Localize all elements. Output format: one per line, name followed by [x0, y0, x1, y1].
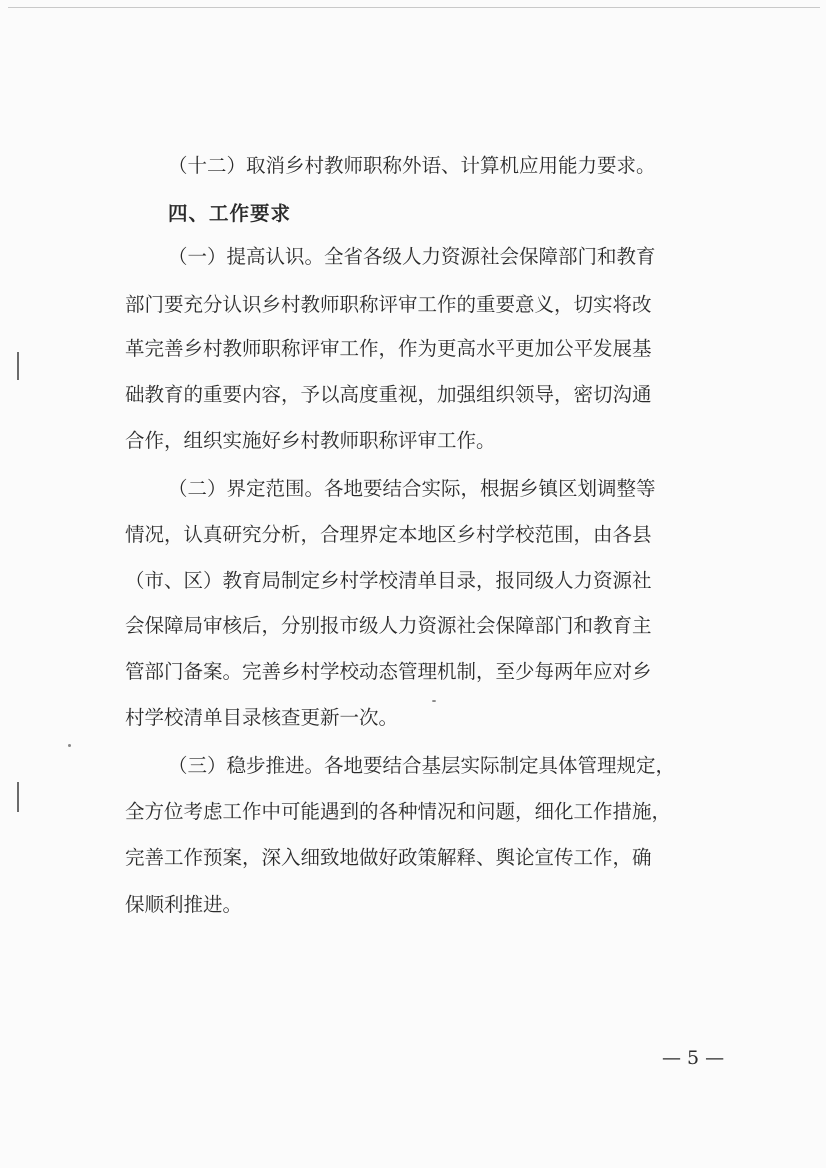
paragraph-line: （十二）取消乡村教师职称外语、计算机应用能力要求。 — [168, 154, 656, 177]
scan-speck — [68, 744, 71, 747]
paragraph-line: 会保障局审核后，分别报市级人力资源社会保障部门和教育主 — [125, 614, 652, 637]
scan-edge-mark — [17, 782, 19, 812]
paragraph-line: 合作，组织实施好乡村教师职称评审工作。 — [125, 429, 496, 452]
paragraph-line: 管部门备案。完善乡村学校动态管理机制，至少每两年应对乡 — [125, 660, 652, 683]
section-heading: 四、工作要求 — [168, 202, 292, 225]
paragraph-line: （二）界定范围。各地要结合实际，根据乡镇区划调整等 — [168, 477, 656, 500]
page-number: — 5 — — [662, 1047, 725, 1069]
paragraph-line: 村学校清单目录核查更新一次。 — [125, 706, 399, 729]
paragraph-line: 保顺利推进。 — [125, 893, 243, 916]
scan-edge-mark — [17, 352, 19, 380]
paragraph-line: 完善工作预案，深入细致地做好政策解释、舆论宣传工作，确 — [125, 846, 652, 869]
paragraph-line: 全方位考虑工作中可能遇到的各种情况和问题，细化工作措施， — [125, 800, 672, 823]
paragraph-line: 础教育的重要内容，予以高度重视，加强组织领导，密切沟通 — [125, 383, 652, 406]
paragraph-line: 情况，认真研究分析，合理界定本地区乡村学校范围，由各县 — [125, 523, 652, 546]
paragraph-line: 部门要充分认识乡村教师职称评审工作的重要意义，切实将改 — [125, 293, 652, 316]
paragraph-line: （一）提高认识。全省各级人力资源社会保障部门和教育 — [168, 245, 656, 268]
scan-top-edge — [8, 7, 820, 8]
scan-speck — [432, 700, 436, 702]
paragraph-line: 革完善乡村教师职称评审工作，作为更高水平更加公平发展基 — [125, 337, 652, 360]
paragraph-line: （市、区）教育局制定乡村学校清单目录，报同级人力资源社 — [125, 569, 652, 592]
paragraph-line: （三）稳步推进。各地要结合基层实际制定具体管理规定， — [168, 754, 676, 777]
